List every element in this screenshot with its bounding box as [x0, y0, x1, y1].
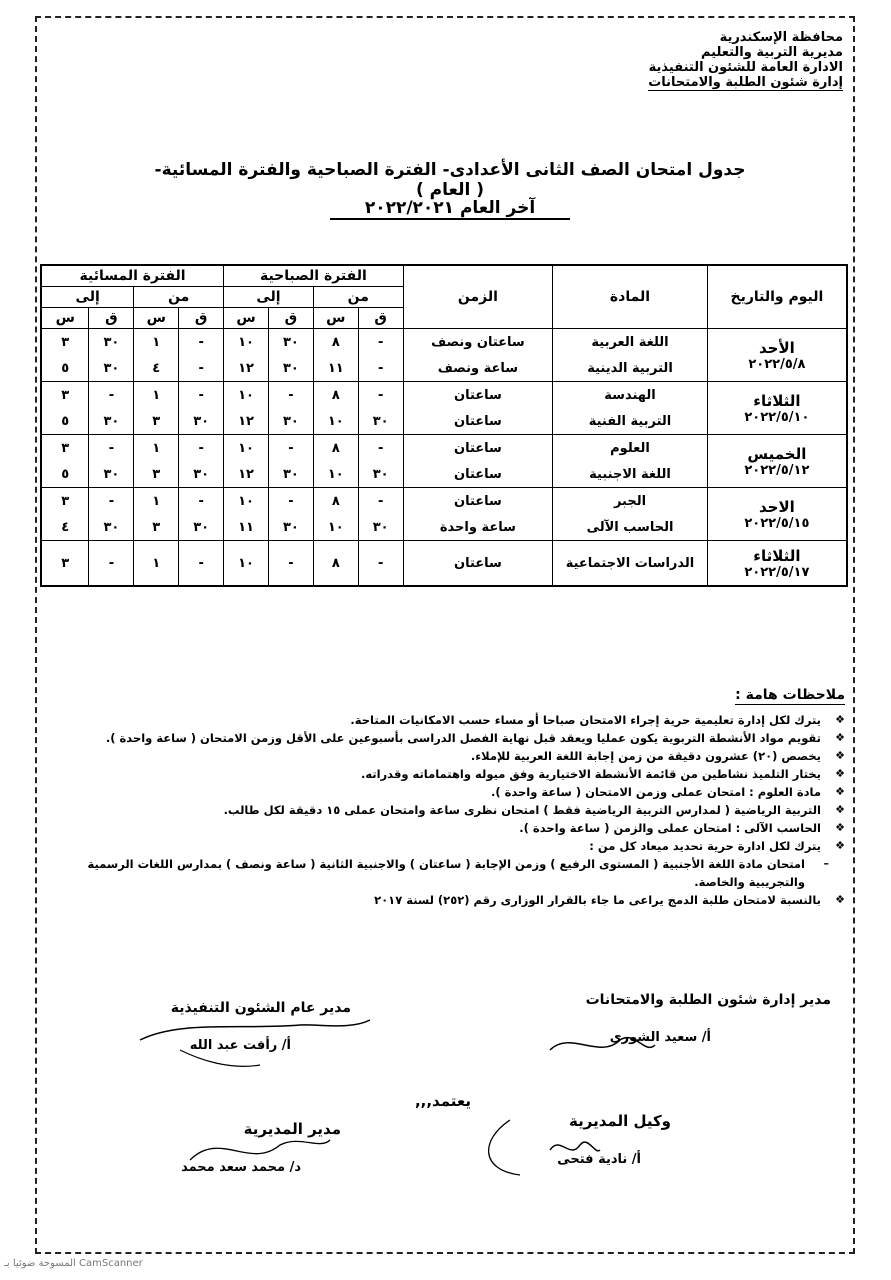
day-label: الثلاثاء — [753, 546, 801, 565]
col-q: ق — [358, 308, 403, 329]
time-cell: ٣٠ — [268, 461, 313, 488]
time-cell: - — [268, 382, 313, 409]
day-label: الأحد — [759, 338, 795, 357]
signature-name: أ/ سعيد الشورى — [609, 1030, 711, 1045]
time-cell: ٤ — [134, 355, 179, 382]
duration-cell: ساعتان — [403, 435, 553, 462]
col-s: س — [41, 308, 89, 329]
time-cell: ٣٠ — [268, 408, 313, 435]
day-label: الخميس — [747, 444, 807, 463]
time-cell: - — [179, 355, 224, 382]
notes-heading: ملاحظات هامة : — [735, 687, 845, 703]
time-cell: ١٠ — [313, 408, 358, 435]
time-cell: ٣٠ — [268, 514, 313, 541]
note-text: التربية الرياضية ( لمدارس التربية الرياضية فقط ) امتحان نظرى ساعة وامتحان عملى ١٥ دقيقة لكل طالب. — [223, 803, 821, 817]
time-cell: ١ — [134, 488, 179, 515]
note-item — [55, 837, 845, 855]
bullet-icon: – — [823, 857, 829, 870]
note-item — [55, 801, 845, 819]
duration-cell: ساعة واحدة — [403, 514, 553, 541]
col-s: س — [224, 308, 269, 329]
time-cell: - — [268, 541, 313, 587]
time-cell: - — [358, 435, 403, 462]
signature-name: أ/ رأفت عبد الله — [189, 1038, 291, 1053]
col-q: ق — [179, 308, 224, 329]
letterhead — [648, 30, 843, 91]
note-item — [55, 855, 845, 891]
col-day: اليوم والتاريخ — [707, 265, 847, 329]
time-cell: ١٠ — [224, 382, 269, 409]
time-cell: - — [358, 541, 403, 587]
date-label: ٢٠٢٢/٥/١٧ — [744, 564, 810, 580]
notes-section — [55, 686, 845, 909]
signature-title: مدير عام الشئون التنفيذية — [170, 1000, 351, 1016]
note-item — [55, 819, 845, 837]
table-row — [41, 382, 847, 409]
subject-cell: الجبر — [553, 488, 708, 515]
time-cell: ٣ — [41, 488, 89, 515]
day-date-cell — [707, 329, 847, 382]
exam-schedule-table — [40, 264, 848, 587]
time-cell: ١٢ — [224, 461, 269, 488]
col-subject: المادة — [553, 265, 708, 329]
note-text: امتحان مادة اللغة الأجنبية ( المستوى الرفيع ) وزمن الإجابة ( ساعتان ) والاجنبية الثانية ( ساعة ونصف ) بمدارس اللغات الرسمية والتجريبية والخاصة. — [87, 857, 805, 889]
note-item — [55, 783, 845, 801]
time-cell: ٣٠ — [358, 514, 403, 541]
time-cell: ٣ — [134, 514, 179, 541]
date-label: ٢٠٢٢/٥/١٢ — [744, 462, 810, 478]
duration-cell: ساعتان — [403, 382, 553, 409]
time-cell: ١ — [134, 329, 179, 356]
signature-title: مدير إدارة شئون الطلبة والامتحانات — [585, 992, 831, 1008]
department: إدارة شئون الطلبة والامتحانات — [648, 75, 843, 90]
duration-cell: ساعتان — [403, 488, 553, 515]
time-cell: ٣ — [134, 408, 179, 435]
date-label: ٢٠٢٢/٥/٨ — [748, 356, 806, 372]
day-date-cell — [707, 541, 847, 587]
duration-cell: ساعتان — [403, 408, 553, 435]
signature-scribble — [470, 1110, 630, 1190]
time-cell: ٣ — [41, 541, 89, 587]
time-cell: - — [89, 382, 134, 409]
subject-cell: الهندسة — [553, 382, 708, 409]
signature-scribble — [120, 1000, 380, 1080]
time-cell: ١٢ — [224, 355, 269, 382]
col-evening: الفترة المسائية — [41, 265, 224, 287]
note-text: يختار التلميذ نشاطين من قائمة الأنشطة الاختيارية وفق ميوله واهتماماته وقدراته. — [360, 767, 821, 781]
time-cell: ٣ — [41, 435, 89, 462]
signature-title: مدير المديرية — [243, 1120, 341, 1138]
subject-cell: التربية الفنية — [553, 408, 708, 435]
time-cell: ٨ — [313, 541, 358, 587]
time-cell: - — [358, 329, 403, 356]
time-cell: ٨ — [313, 488, 358, 515]
duration-cell: ساعتان — [403, 461, 553, 488]
time-cell: ١١ — [224, 514, 269, 541]
time-cell: - — [89, 435, 134, 462]
day-label: الثلاثاء — [753, 391, 801, 410]
time-cell: - — [268, 488, 313, 515]
day-date-cell — [707, 435, 847, 488]
time-cell: ٣٠ — [358, 461, 403, 488]
bullet-icon: ❖ — [835, 731, 845, 744]
time-cell: ٥ — [41, 461, 89, 488]
col-morning: الفترة الصباحية — [224, 265, 404, 287]
table-row — [41, 488, 847, 515]
time-cell: ٥ — [41, 355, 89, 382]
time-cell: ١٠ — [313, 514, 358, 541]
time-cell: ٣٠ — [89, 461, 134, 488]
time-cell: ٥ — [41, 408, 89, 435]
general-admin: الادارة العامة للشئون التنفيذية — [648, 60, 843, 75]
col-m-to: إلى — [224, 287, 314, 308]
date-label: ٢٠٢٢/٥/١٥ — [744, 515, 810, 531]
table-row — [41, 541, 847, 587]
time-cell: - — [358, 355, 403, 382]
time-cell: ٣٠ — [89, 355, 134, 382]
header-row-1 — [41, 265, 847, 287]
bullet-icon: ❖ — [835, 803, 845, 816]
time-cell: ٨ — [313, 382, 358, 409]
bullet-icon: ❖ — [835, 713, 845, 726]
directorate: مديرية التربية والتعليم — [700, 45, 843, 60]
note-item — [55, 729, 845, 747]
bullet-icon: ❖ — [835, 893, 845, 906]
note-text: يخصص (٢٠) عشرون دقيقة من زمن إجابة اللغة العربية للإملاء. — [470, 749, 821, 763]
subject-cell: التربية الدينية — [553, 355, 708, 382]
time-cell: ٣٠ — [179, 514, 224, 541]
note-item — [55, 711, 845, 729]
bullet-icon: ❖ — [835, 821, 845, 834]
time-cell: ٣ — [134, 461, 179, 488]
day-label: الاحد — [759, 497, 795, 516]
time-cell: - — [89, 541, 134, 587]
note-text: يترك لكل إدارة تعليمية حرية إجراء الامتحان صباحا أو مساء حسب الامكانيات المتاحة. — [350, 713, 821, 727]
scanner-watermark: CamScanner المسوحة ضوئيا بـ — [4, 1258, 143, 1269]
date-label: ٢٠٢٢/٥/١٠ — [744, 409, 810, 425]
time-cell: ٣٠ — [89, 408, 134, 435]
time-cell: ٨ — [313, 435, 358, 462]
time-cell: ٨ — [313, 329, 358, 356]
time-cell: ٤ — [41, 514, 89, 541]
time-cell: - — [179, 382, 224, 409]
signature-scribble — [180, 1120, 340, 1180]
col-q: ق — [89, 308, 134, 329]
subject-cell: اللغة العربية — [553, 329, 708, 356]
time-cell: ٣ — [41, 382, 89, 409]
time-cell: ١ — [134, 541, 179, 587]
col-e-from: من — [134, 287, 224, 308]
table-row — [41, 435, 847, 462]
time-cell: ١١ — [313, 355, 358, 382]
time-cell: ٣ — [41, 329, 89, 356]
note-text: يترك لكل ادارة حرية تحديد ميعاد كل من : — [589, 839, 821, 853]
time-cell: ١٢ — [224, 408, 269, 435]
time-cell: ٣٠ — [358, 408, 403, 435]
day-date-cell — [707, 488, 847, 541]
table-row — [41, 329, 847, 356]
time-cell: - — [89, 488, 134, 515]
time-cell: ٣٠ — [89, 329, 134, 356]
note-item — [55, 747, 845, 765]
subject-cell: العلوم — [553, 435, 708, 462]
time-cell: - — [358, 488, 403, 515]
subject-cell: الدراسات الاجتماعية — [553, 541, 708, 587]
time-cell: ١٠ — [224, 435, 269, 462]
time-cell: - — [179, 329, 224, 356]
signature-name: د/ محمد سعد محمد — [181, 1160, 301, 1175]
note-item — [55, 891, 845, 909]
time-cell: ١٠ — [224, 488, 269, 515]
page-title: جدول امتحان الصف الثانى الأعدادى- الفترة الصباحية والفترة المسائية- ( العام ) — [154, 160, 746, 200]
time-cell: ١ — [134, 382, 179, 409]
bullet-icon: ❖ — [835, 839, 845, 852]
signature-name: أ/ نادية فتحى — [557, 1152, 641, 1167]
time-cell: ٣٠ — [268, 329, 313, 356]
note-text: بالنسبة لامتحان طلبة الدمج يراعى ما جاء بالقرار الوزارى رقم (٢٥٢) لسنة ٢٠١٧ — [374, 893, 821, 907]
time-cell: ٣٠ — [268, 355, 313, 382]
note-text: تقويم مواد الأنشطة التربوية يكون عمليا ويعقد قبل نهاية الفصل الدراسى بأسبوعين على الأقل وزمن الامتحان ( ساعة واحدة ). — [105, 731, 821, 745]
signature-scribble — [540, 1020, 660, 1080]
day-date-cell — [707, 382, 847, 435]
time-cell: - — [179, 435, 224, 462]
time-cell: - — [268, 435, 313, 462]
governorate: محافظة الإسكندرية — [719, 30, 843, 45]
time-cell: ١٠ — [313, 461, 358, 488]
time-cell: - — [179, 488, 224, 515]
bullet-icon: ❖ — [835, 749, 845, 762]
signature-title: وكيل المديرية — [569, 1112, 671, 1130]
note-text: مادة العلوم : امتحان عملى وزمن الامتحان ( ساعة واحدة ). — [490, 785, 821, 799]
col-s: س — [313, 308, 358, 329]
bullet-icon: ❖ — [835, 767, 845, 780]
time-cell: - — [358, 382, 403, 409]
time-cell: ١٠ — [224, 329, 269, 356]
time-cell: ٣٠ — [179, 408, 224, 435]
time-cell: - — [179, 541, 224, 587]
col-e-to: إلى — [41, 287, 134, 308]
duration-cell: ساعتان ونصف — [403, 329, 553, 356]
duration-cell: ساعتان — [403, 541, 553, 587]
col-duration: الزمن — [403, 265, 553, 329]
page-subtitle: آخر العام ٢٠٢٢/٢٠٢١ — [330, 198, 570, 220]
approval-label: يعتمد,,, — [414, 1092, 471, 1110]
note-item — [55, 765, 845, 783]
col-m-from: من — [313, 287, 403, 308]
bullet-icon: ❖ — [835, 785, 845, 798]
subject-cell: الحاسب الآلى — [553, 514, 708, 541]
col-q: ق — [268, 308, 313, 329]
notes-list — [55, 711, 845, 909]
note-text: الحاسب الآلى : امتحان عملى والزمن ( ساعة واحدة ). — [519, 821, 821, 835]
time-cell: ٣٠ — [179, 461, 224, 488]
time-cell: ١ — [134, 435, 179, 462]
time-cell: ٣٠ — [89, 514, 134, 541]
col-s: س — [134, 308, 179, 329]
duration-cell: ساعة ونصف — [403, 355, 553, 382]
time-cell: ١٠ — [224, 541, 269, 587]
subject-cell: اللغة الاجنبية — [553, 461, 708, 488]
